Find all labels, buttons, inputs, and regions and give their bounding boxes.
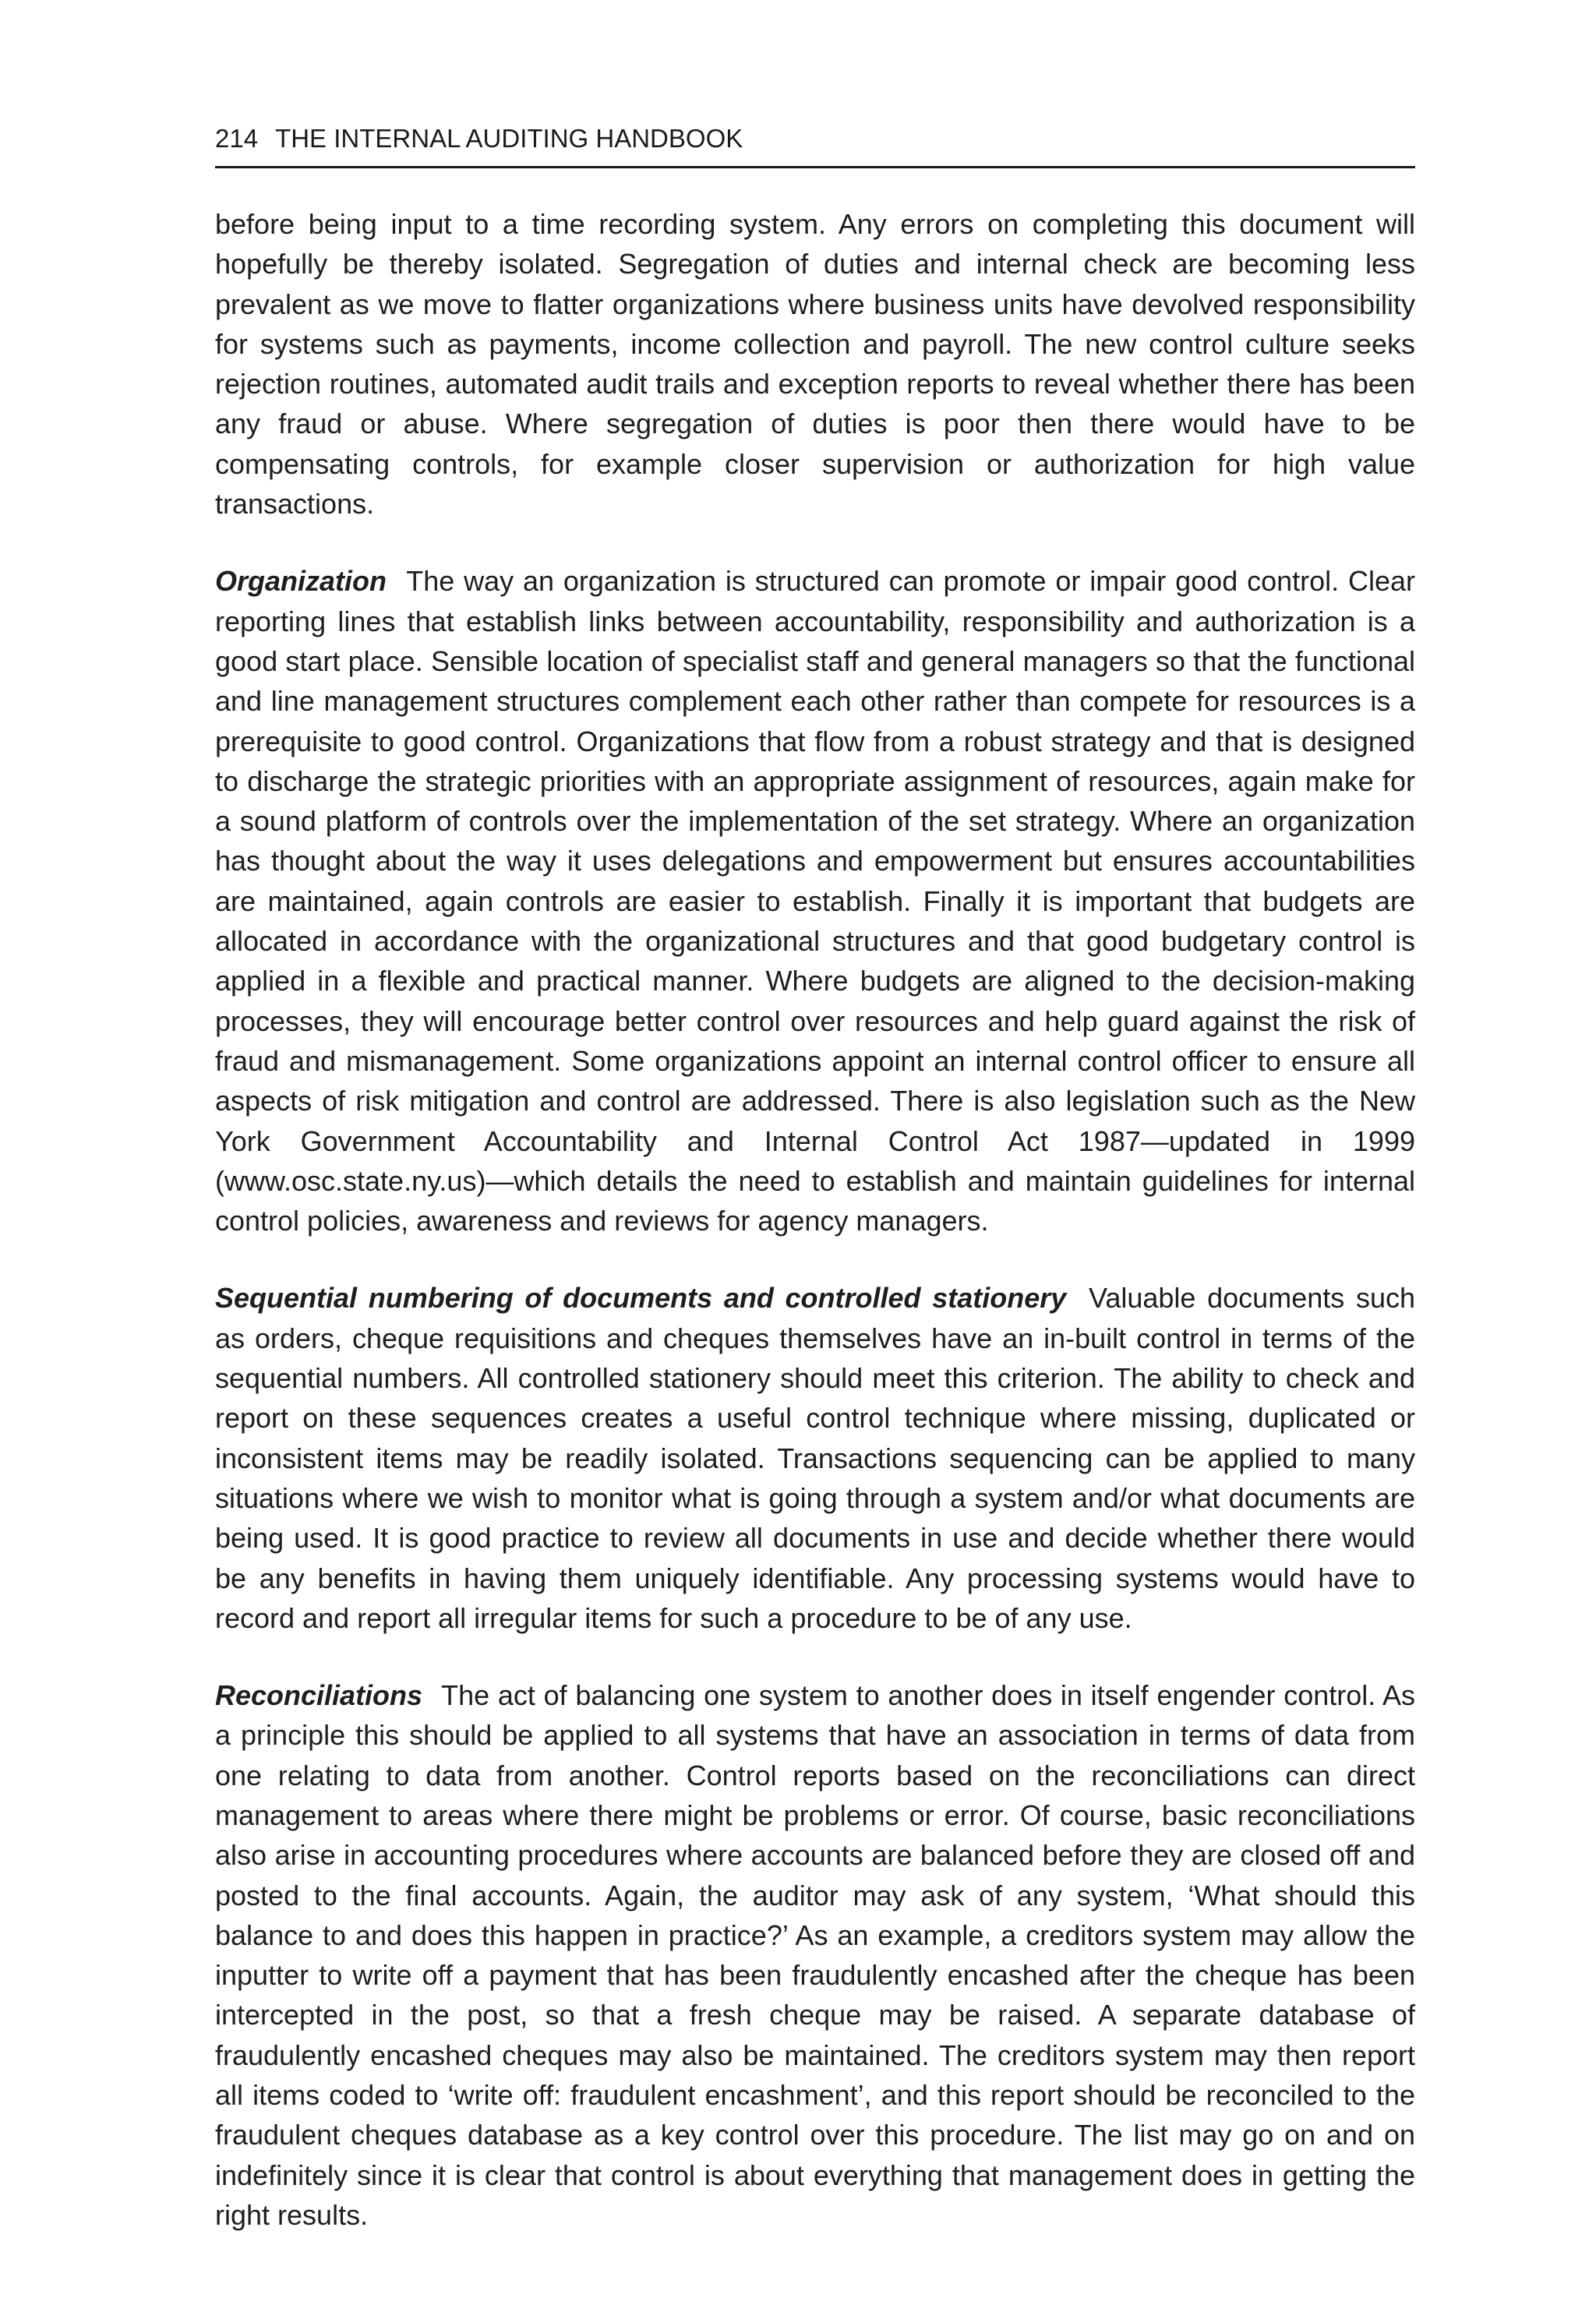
paragraph-text: before being input to a time recording system. Any errors on completing this document will hopefully be thereby isolated. Segregation of duties and internal check are becoming less prevalent as we move to flatter organizations where business units have devolved responsibility for systems such as payments, income collection and payroll. The new control culture seeks rejection routines, automated audit trails and exception reports to reveal whether there has been any fraud or abuse. Where segregation of duties is poor then there would have to be compensating controls, for example closer supervision or authorization for high value transactions. — [215, 208, 1415, 521]
run-in-heading: Sequential numbering of documents and controlled stationery — [215, 1282, 1067, 1315]
paragraph-text: Valuable documents such as orders, cheque requisitions and cheques themselves have an in-built control in terms of the sequential numbers. All controlled stationery should meet this criterion. The ability to check and report on these sequences creates a useful control technique where missing, duplicated or inconsistent items may be readily isolated. Transactions sequencing can be applied to many situations where we wish to monitor what is going through a system and/or what documents are being used. It is good practice to review all documents in use and decide whether there would be any benefits in having them uniquely identifiable. Any processing systems would have to record and report all irregular items for such a procedure to be of any use. — [215, 1282, 1415, 1634]
paragraph-sequential-numbering — [215, 1278, 1415, 1638]
book-title: THE INTERNAL AUDITING HANDBOOK — [275, 124, 743, 153]
body-text — [215, 204, 1415, 2272]
run-in-heading: Organization — [215, 565, 387, 598]
run-in-heading: Reconciliations — [215, 1679, 423, 1712]
paragraph-segregation-continued — [215, 204, 1415, 524]
paragraph-text: The way an organization is structured can promote or impair good control. Clear reporting lines that establish links between accountability, responsibility and authorization is a good start place. Sensible location of specialist staff and general managers so that the functional and line management structures complement each other rather than compete for resources is a prerequisite to good control. Organizations that flow from a robust strategy and that is designed to discharge the strategic priorities with an appropriate assignment of resources, again make for a sound platform of controls over the implementation of the set strategy. Where an organization has thought about the way it uses delegations and empowerment but ensures accountabilities are maintained, again controls are easier to establish. Finally it is important that budgets are allocated in accordance with the organizational structures and that good budgetary control is applied in a flexible and practical manner. Where budgets are aligned to the decision-making processes, they will encourage better control over resources and help guard against the risk of fraud and mismanagement. Some organizations appoint an internal control officer to ensure all aspects of risk mitigation and control are addressed. There is also legislation such as the New York Government Accountability and Internal Control Act 1987—updated in 1999 (www.osc.state.ny.us)—which details the need to establish and maintain guidelines for internal control policies, awareness and reviews for agency managers. — [215, 565, 1415, 1237]
paragraph-text: The act of balancing one system to another does in itself engender control. As a principle this should be applied to all systems that have an association in terms of data from one relating to data from another. Control reports based on the reconciliations can direct management to areas where there might be problems or error. Of course, basic reconciliations also arise in accounting procedures where accounts are balanced before they are closed off and posted to the final accounts. Again, the auditor may ask of any system, ‘What should this balance to and does this happen in practice?’ As an example, a creditors system may allow the inputter to write off a payment that has been fraudulently encashed after the cheque has been intercepted in the post, so that a fresh cheque may be raised. A separate database of fraudulently encashed cheques may also be maintained. The creditors system may then report all items coded to ‘write off: fraudulent encashment’, and this report should be reconciled to the fraudulent cheques database as a key control over this procedure. The list may go on and on indefinitely since it is clear that control is about everything that management does in getting the right results. — [215, 1679, 1415, 2231]
paragraph-organization — [215, 561, 1415, 1241]
paragraph-reconciliations — [215, 1675, 1415, 2235]
page-number: 214 — [215, 124, 259, 153]
running-header — [215, 122, 1415, 156]
header-rule — [215, 166, 1415, 168]
